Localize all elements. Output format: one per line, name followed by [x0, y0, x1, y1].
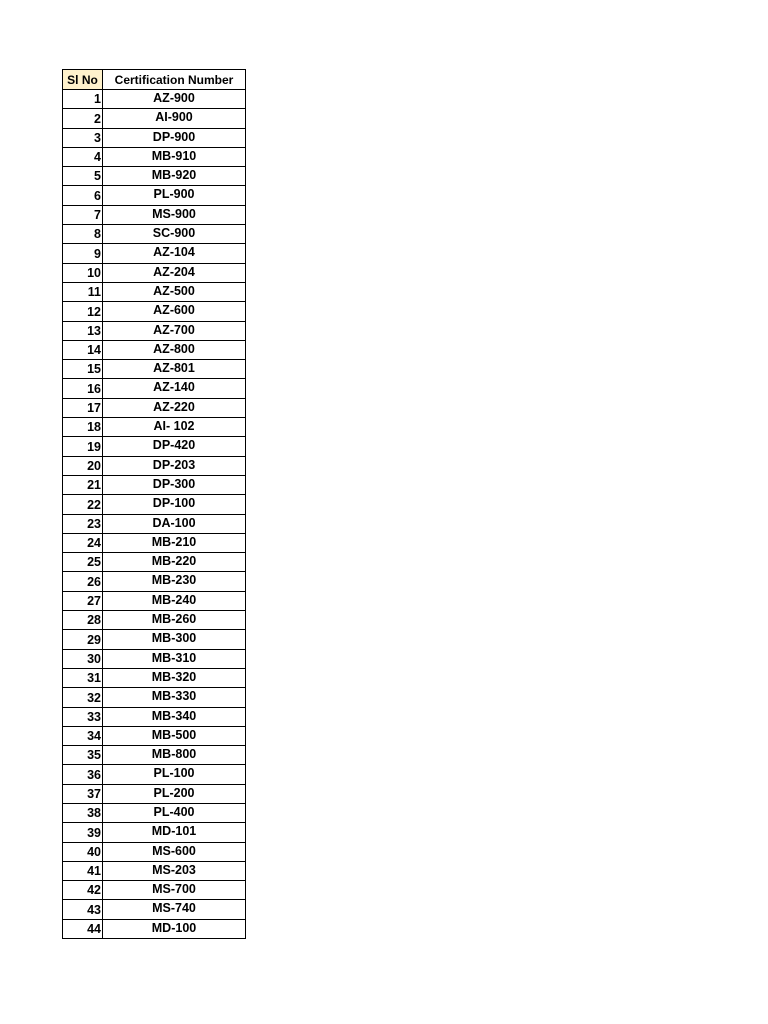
- table-row: [63, 900, 246, 919]
- table-row: [63, 861, 246, 880]
- sl-no-cell: 40: [63, 842, 103, 861]
- sl-no-cell: 20: [63, 456, 103, 475]
- sl-no-cell: 22: [63, 495, 103, 514]
- sl-no-cell: 23: [63, 514, 103, 533]
- sl-no-cell: 15: [63, 360, 103, 379]
- sl-no-cell: 31: [63, 668, 103, 687]
- certification-table: [62, 69, 246, 939]
- certification-number-cell: AI-900: [103, 109, 246, 128]
- certification-number-cell: MS-600: [103, 842, 246, 861]
- sl-no-cell: 34: [63, 726, 103, 745]
- table-row: [63, 514, 246, 533]
- sl-no-cell: 29: [63, 630, 103, 649]
- table-row: [63, 572, 246, 591]
- sl-no-cell: 37: [63, 784, 103, 803]
- table-row: [63, 167, 246, 186]
- sl-no-cell: 14: [63, 340, 103, 359]
- sl-no-cell: 12: [63, 302, 103, 321]
- sl-no-cell: 17: [63, 398, 103, 417]
- certification-number-cell: AZ-204: [103, 263, 246, 282]
- table-row: [63, 109, 246, 128]
- sl-no-cell: 43: [63, 900, 103, 919]
- certification-number-cell: AI- 102: [103, 418, 246, 437]
- certification-number-cell: AZ-104: [103, 244, 246, 263]
- certification-number-cell: MB-330: [103, 688, 246, 707]
- certification-number-cell: MB-310: [103, 649, 246, 668]
- sl-no-cell: 44: [63, 919, 103, 938]
- sl-no-cell: 6: [63, 186, 103, 205]
- table-row: [63, 475, 246, 494]
- certification-number-cell: MB-340: [103, 707, 246, 726]
- certification-number-cell: AZ-600: [103, 302, 246, 321]
- certification-number-cell: MB-320: [103, 668, 246, 687]
- certification-number-cell: PL-400: [103, 803, 246, 822]
- sl-no-cell: 36: [63, 765, 103, 784]
- table-row: [63, 398, 246, 417]
- certification-number-cell: MB-800: [103, 746, 246, 765]
- table-row: [63, 591, 246, 610]
- certification-number-cell: MD-101: [103, 823, 246, 842]
- table-row: [63, 205, 246, 224]
- certification-number-cell: AZ-800: [103, 340, 246, 359]
- table-row: [63, 649, 246, 668]
- table-row: [63, 707, 246, 726]
- sl-no-cell: 24: [63, 533, 103, 552]
- sl-no-cell: 3: [63, 128, 103, 147]
- sl-no-cell: 21: [63, 475, 103, 494]
- table-row: [63, 553, 246, 572]
- certification-number-cell: MS-700: [103, 881, 246, 900]
- certification-number-cell: SC-900: [103, 225, 246, 244]
- table-row: [63, 726, 246, 745]
- certification-number-cell: PL-200: [103, 784, 246, 803]
- certification-number-cell: MB-230: [103, 572, 246, 591]
- sl-no-cell: 1: [63, 90, 103, 109]
- certification-number-cell: MS-740: [103, 900, 246, 919]
- table-row: [63, 784, 246, 803]
- sl-no-cell: 27: [63, 591, 103, 610]
- table-row: [63, 765, 246, 784]
- header-sl-no: Sl No: [63, 70, 103, 90]
- sl-no-cell: 35: [63, 746, 103, 765]
- certification-number-cell: AZ-801: [103, 360, 246, 379]
- certification-number-cell: PL-100: [103, 765, 246, 784]
- sl-no-cell: 10: [63, 263, 103, 282]
- table-row: [63, 263, 246, 282]
- table-row: [63, 803, 246, 822]
- table-row: [63, 321, 246, 340]
- certification-number-cell: DP-300: [103, 475, 246, 494]
- certification-number-cell: AZ-140: [103, 379, 246, 398]
- table-row: [63, 437, 246, 456]
- table-header: [63, 70, 246, 90]
- table-row: [63, 533, 246, 552]
- table-row: [63, 495, 246, 514]
- certification-number-cell: DP-900: [103, 128, 246, 147]
- table-row: [63, 881, 246, 900]
- sl-no-cell: 30: [63, 649, 103, 668]
- header-certification-number: Certification Number: [103, 70, 246, 90]
- sl-no-cell: 19: [63, 437, 103, 456]
- certification-number-cell: PL-900: [103, 186, 246, 205]
- sl-no-cell: 16: [63, 379, 103, 398]
- sl-no-cell: 38: [63, 803, 103, 822]
- certification-number-cell: MB-300: [103, 630, 246, 649]
- table-row: [63, 340, 246, 359]
- certification-number-cell: MB-910: [103, 147, 246, 166]
- table-row: [63, 418, 246, 437]
- sl-no-cell: 13: [63, 321, 103, 340]
- sl-no-cell: 4: [63, 147, 103, 166]
- table-row: [63, 379, 246, 398]
- certification-number-cell: AZ-700: [103, 321, 246, 340]
- sl-no-cell: 26: [63, 572, 103, 591]
- table-row: [63, 456, 246, 475]
- sl-no-cell: 11: [63, 282, 103, 301]
- table-row: [63, 90, 246, 109]
- table-row: [63, 186, 246, 205]
- table-row: [63, 611, 246, 630]
- certification-number-cell: DA-100: [103, 514, 246, 533]
- certification-number-cell: MB-210: [103, 533, 246, 552]
- certification-number-cell: MB-260: [103, 611, 246, 630]
- table-row: [63, 919, 246, 938]
- sl-no-cell: 2: [63, 109, 103, 128]
- table-row: [63, 668, 246, 687]
- sl-no-cell: 18: [63, 418, 103, 437]
- certification-number-cell: MB-220: [103, 553, 246, 572]
- sl-no-cell: 7: [63, 205, 103, 224]
- sl-no-cell: 8: [63, 225, 103, 244]
- certification-number-cell: AZ-500: [103, 282, 246, 301]
- sl-no-cell: 32: [63, 688, 103, 707]
- table-row: [63, 630, 246, 649]
- table-row: [63, 244, 246, 263]
- certification-number-cell: MB-920: [103, 167, 246, 186]
- certification-number-cell: AZ-900: [103, 90, 246, 109]
- sl-no-cell: 42: [63, 881, 103, 900]
- header-row: [63, 70, 246, 90]
- table-row: [63, 746, 246, 765]
- sl-no-cell: 9: [63, 244, 103, 263]
- certification-number-cell: DP-420: [103, 437, 246, 456]
- table-body: [63, 90, 246, 939]
- certification-number-cell: MB-240: [103, 591, 246, 610]
- sl-no-cell: 5: [63, 167, 103, 186]
- certification-number-cell: AZ-220: [103, 398, 246, 417]
- certification-number-cell: MD-100: [103, 919, 246, 938]
- sl-no-cell: 41: [63, 861, 103, 880]
- certification-number-cell: DP-100: [103, 495, 246, 514]
- table-row: [63, 302, 246, 321]
- table-row: [63, 842, 246, 861]
- table-row: [63, 823, 246, 842]
- certification-number-cell: MS-900: [103, 205, 246, 224]
- table-row: [63, 688, 246, 707]
- sl-no-cell: 33: [63, 707, 103, 726]
- certification-number-cell: MB-500: [103, 726, 246, 745]
- table-row: [63, 147, 246, 166]
- sl-no-cell: 28: [63, 611, 103, 630]
- table-row: [63, 128, 246, 147]
- table-row: [63, 282, 246, 301]
- sl-no-cell: 25: [63, 553, 103, 572]
- table-row: [63, 225, 246, 244]
- table-row: [63, 360, 246, 379]
- sl-no-cell: 39: [63, 823, 103, 842]
- certification-number-cell: MS-203: [103, 861, 246, 880]
- certification-number-cell: DP-203: [103, 456, 246, 475]
